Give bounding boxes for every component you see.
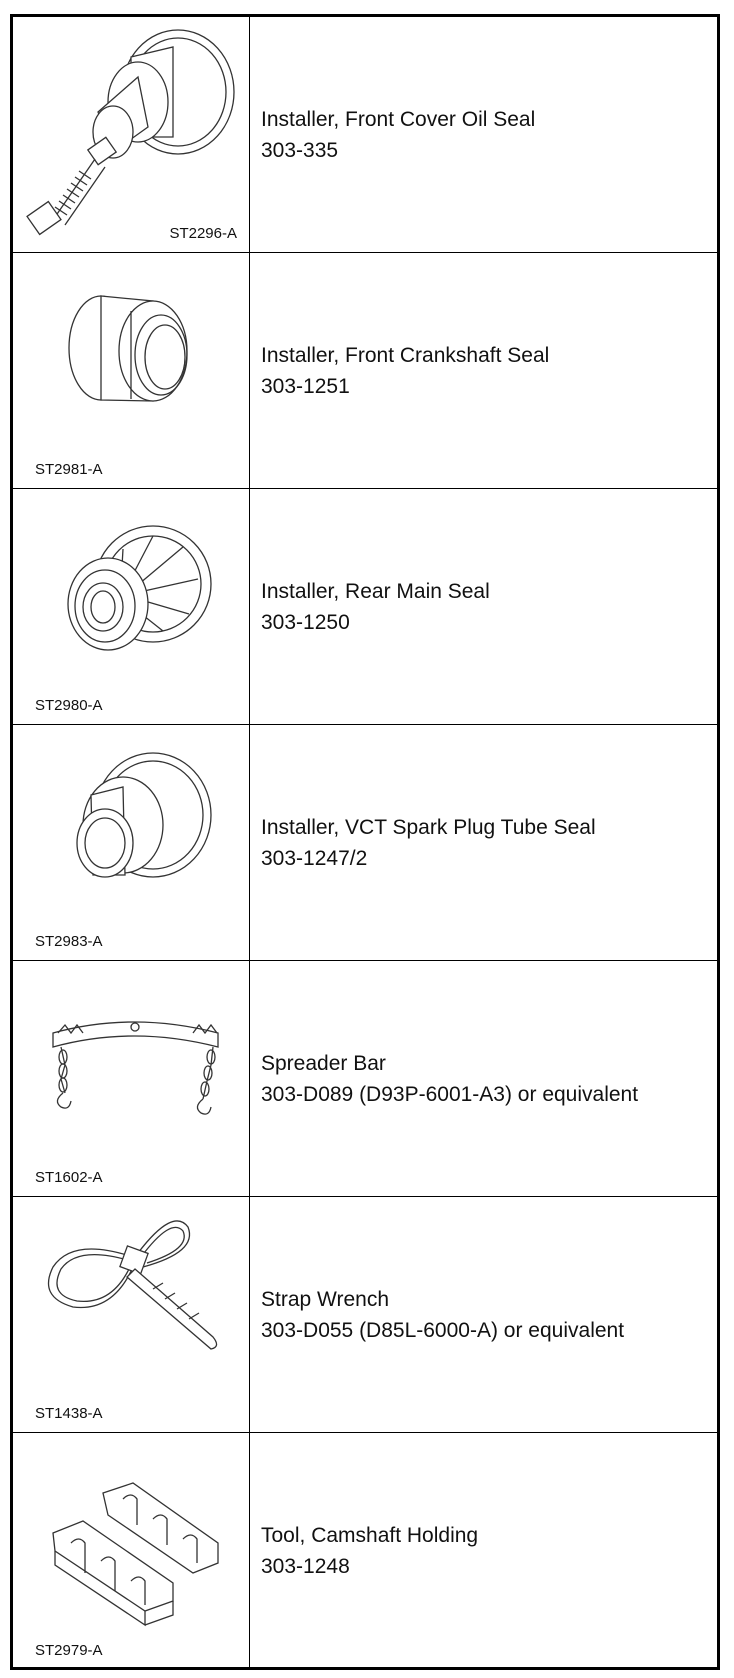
tool-name: Strap Wrench [261, 1287, 389, 1311]
illustration-code: ST1602-A [35, 1169, 103, 1186]
tool-name: Installer, VCT Spark Plug Tube Seal [261, 815, 596, 839]
spark-plug-tube-seal-installer-icon [13, 725, 249, 961]
tool-name: Tool, Camshaft Holding [261, 1524, 479, 1547]
tool-row [13, 725, 717, 961]
tool-row [13, 961, 717, 1197]
tool-illustration-cell [13, 961, 250, 1196]
tool-description [261, 725, 713, 960]
illustration-code: ST2980-A [35, 697, 103, 714]
rear-main-seal-installer-icon [13, 489, 249, 725]
special-tools-table [10, 14, 720, 1670]
tool-part-number: 303-1251 [261, 374, 350, 398]
tool-part-number: 303-1250 [261, 610, 350, 634]
tool-name: Installer, Rear Main Seal [261, 579, 490, 603]
tool-part-number: 303-D089 (D93P-6001-A3) or equivalent [261, 1082, 639, 1106]
tool-illustration-cell [13, 725, 250, 960]
illustration-code: ST2983-A [35, 933, 103, 950]
camshaft-holding-tool-icon [13, 1433, 249, 1669]
strap-wrench-icon [13, 1197, 249, 1433]
tool-description [261, 253, 713, 488]
tool-row [13, 253, 717, 489]
tool-illustration-cell [13, 1197, 250, 1432]
front-cover-oil-seal-installer-icon [13, 17, 249, 253]
tool-description [261, 1433, 713, 1669]
tool-name: Spreader Bar [261, 1051, 386, 1075]
tool-part-number: 303-D055 (D85L-6000-A) or equivalent [261, 1318, 625, 1342]
tool-illustration-cell [13, 1433, 250, 1669]
illustration-code: ST2979-A [35, 1642, 103, 1659]
tool-description [261, 17, 713, 252]
tool-part-number: 303-335 [261, 138, 339, 162]
tool-part-number: 303-1248 [261, 1555, 350, 1578]
tool-row [13, 489, 717, 725]
tool-description [261, 489, 713, 724]
front-crankshaft-seal-installer-icon [13, 253, 249, 489]
illustration-code: ST2296-A [169, 225, 237, 242]
tool-illustration-cell [13, 253, 250, 488]
illustration-code: ST1438-A [35, 1405, 103, 1422]
tool-name: Installer, Front Crankshaft Seal [261, 343, 550, 367]
illustration-code: ST2981-A [35, 461, 103, 478]
spreader-bar-icon [13, 961, 249, 1197]
tool-description [261, 961, 713, 1196]
tool-row [13, 17, 717, 253]
tool-name: Installer, Front Cover Oil Seal [261, 107, 536, 131]
tool-description [261, 1197, 713, 1432]
tool-illustration-cell [13, 489, 250, 724]
tool-illustration-cell [13, 17, 250, 252]
tool-row [13, 1197, 717, 1433]
tool-row [13, 1433, 717, 1669]
tool-part-number: 303-1247/2 [261, 846, 368, 870]
